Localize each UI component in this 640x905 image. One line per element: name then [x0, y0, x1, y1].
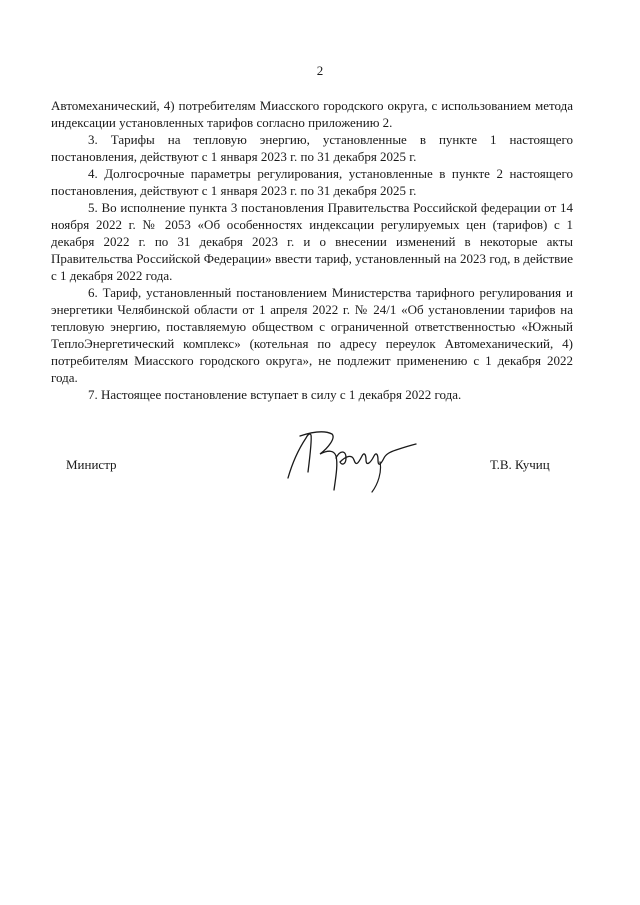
paragraph-continuation: Автомеханический, 4) потребителям Миасского городского округа, с использованием метода индексации установленных тарифов согласно приложению 2.: [51, 98, 573, 130]
paragraph-7: 7. Настоящее постановление вступает в силу с 1 декабря 2022 года.: [88, 387, 462, 402]
signer-name: Т.В. Кучиц: [490, 457, 550, 472]
paragraph-5: 5. Во исполнение пункта 3 постановления Правительства Российской федерации от 14 ноября 2022 г. № 2053 «Об особенностях индексации регулируемых цен (тарифов) с 1 декабря 2022 г. по 31 декабря 2023 г. и о внесении изменений в некоторые акты Правительства Российской Федерации» ввести тариф, установленный на 2023 год, в действие с 1 декабря 2022 года.: [51, 200, 573, 283]
signature-block: [0, 420, 640, 500]
paragraph-4: 4. Долгосрочные параметры регулирования, установленные в пункте 2 настоящего постановления, действуют с 1 января 2023 г. по 31 декабря 2025 г.: [51, 166, 573, 198]
page-number: 2: [316, 63, 324, 78]
signer-role: Министр: [66, 457, 117, 472]
document-body: [51, 97, 573, 403]
handwritten-signature: [280, 420, 420, 500]
paragraph-3: 3. Тарифы на тепловую энергию, установленные в пункте 1 настоящего постановления, действуют с 1 января 2023 г. по 31 декабря 2025 г.: [51, 132, 573, 164]
paragraph-6: 6. Тариф, установленный постановлением Министерства тарифного регулирования и энергетики Челябинской области от 1 апреля 2022 г. № 24/1 «Об установлении тарифов на тепловую энергию, поставляемую обществом с ограниченной ответственностью «Южный ТеплоЭнергетический комплекс» (котельная по адресу переулок Автомеханический, 4) потребителям Миасского городского округа», не подлежит применению с 1 декабря 2022 года.: [51, 285, 573, 385]
